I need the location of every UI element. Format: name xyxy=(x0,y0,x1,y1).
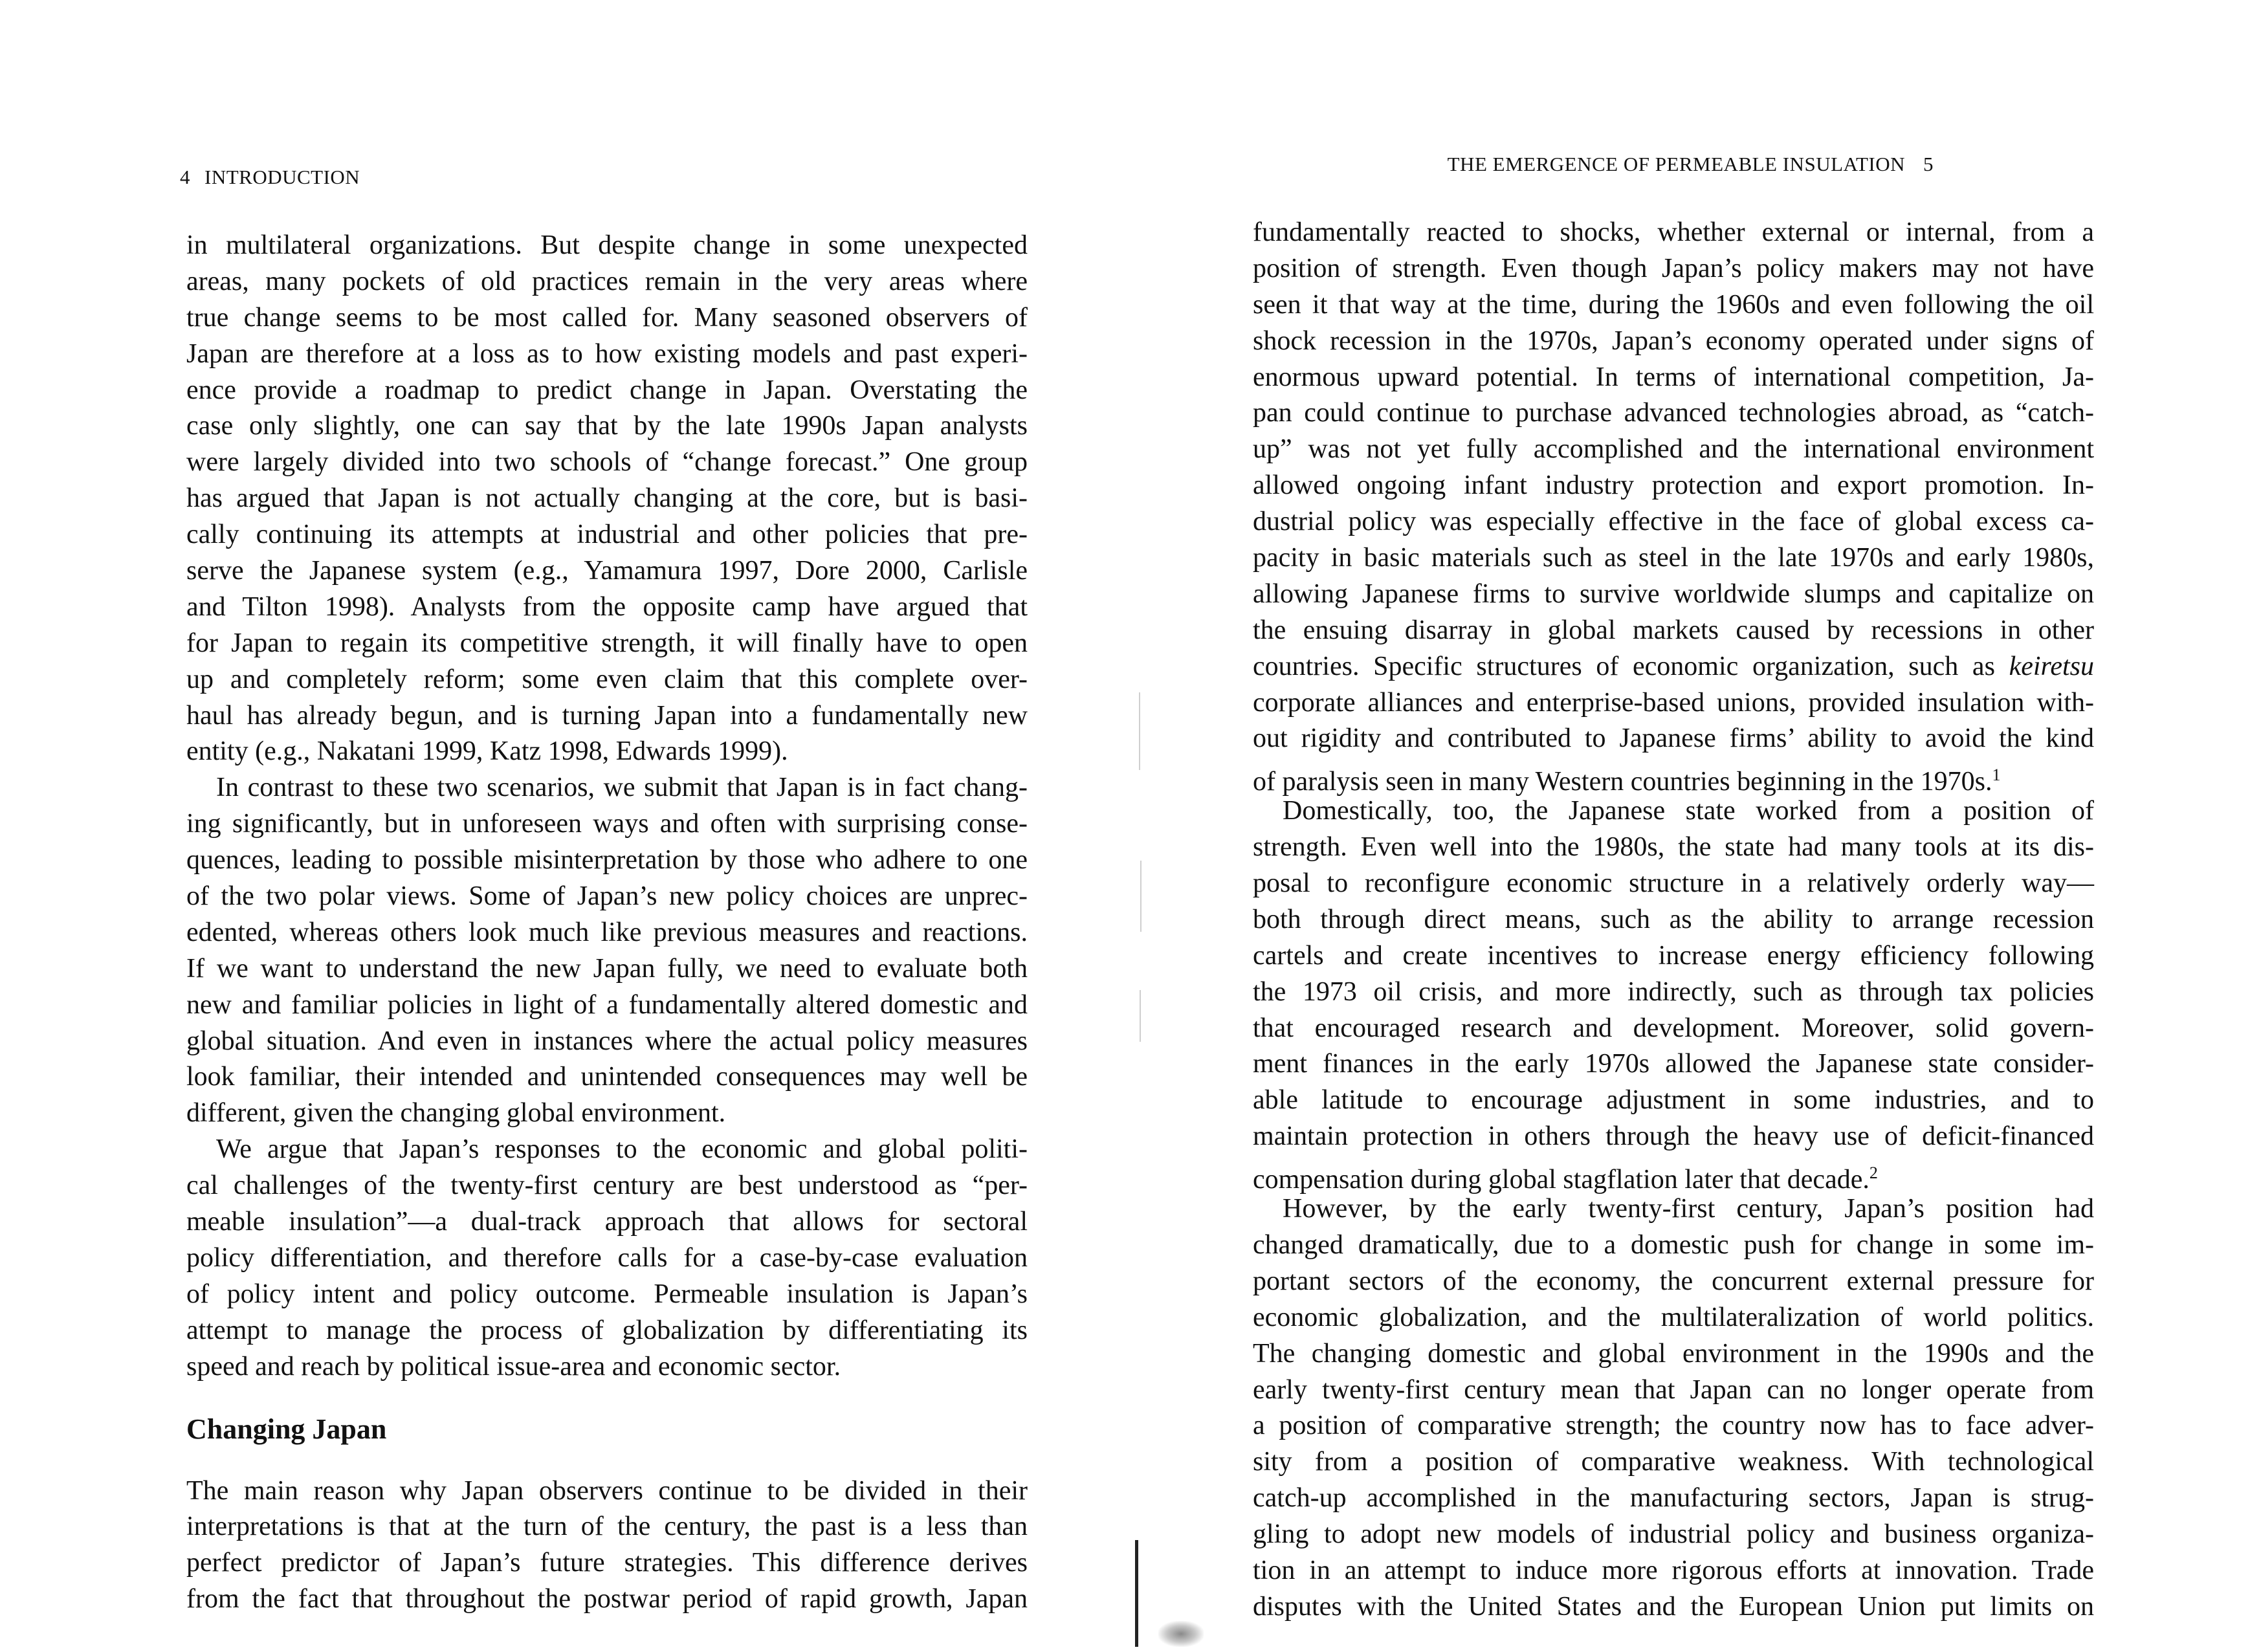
text-line: gling to adopt new models of industrial policy and business organiza- xyxy=(1253,1519,2094,1550)
text-line-with-italic xyxy=(1253,649,2094,685)
text-line: early twenty-first century mean that Japan can no longer operate from xyxy=(1253,1374,2094,1405)
text-line: areas, many pockets of old practices remain in the very areas where xyxy=(186,266,1028,296)
text-line: allowed ongoing infant industry protection and export promotion. In- xyxy=(1253,470,2094,501)
left-page xyxy=(0,0,1130,1652)
text-line-with-footnote xyxy=(1253,1155,2094,1195)
text-line: a position of comparative strength; the country now has to face adver- xyxy=(1253,1411,2094,1441)
text-line: We argue that Japan’s responses to the economic and global politi- xyxy=(216,1134,1028,1165)
text-line: allowing Japanese firms to survive worldwide slumps and capitalize on xyxy=(1253,578,2094,609)
footnote-marker: 1 xyxy=(1992,765,2001,785)
text-line: different, given the changing global environment. xyxy=(186,1098,726,1129)
text-fragment: of paralysis seen in many Western countries beginning in the 1970s. xyxy=(1253,767,1992,797)
section-heading: Changing Japan xyxy=(186,1413,387,1445)
text-fragment: compensation during global stagflation later that decade. xyxy=(1253,1165,1869,1195)
text-line: Japan are therefore at a loss as to how existing models and past experi- xyxy=(186,338,1028,369)
keiretsu-term: keiretsu xyxy=(2009,651,2094,681)
text-line: portant sectors of the economy, the concurrent external pressure for xyxy=(1253,1266,2094,1296)
text-line: out rigidity and contributed to Japanese firms’ ability to avoid the kind xyxy=(1253,723,2094,754)
text-line: However, by the early twenty-first century, Japan’s position had xyxy=(1283,1194,2094,1224)
text-line: corporate alliances and enterprise-based unions, provided insulation with- xyxy=(1253,687,2094,718)
text-line: the ensuing disarray in global markets caused by recessions in other xyxy=(1253,615,2094,645)
text-line: The main reason why Japan observers continue to be divided in their xyxy=(186,1475,1028,1506)
left-paragraph-3 xyxy=(186,1132,1028,1385)
text-line: entity (e.g., Nakatani 1999, Katz 1998, Edwards 1999). xyxy=(186,736,788,767)
text-line: cartels and create incentives to increase energy efficiency following xyxy=(1253,940,2094,971)
text-line: interpretations is that at the turn of the century, the past is a less than xyxy=(186,1512,1028,1542)
text-line: maintain protection in others through the heavy use of deficit-financed xyxy=(1253,1121,2094,1152)
text-line: ment finances in the early 1970s allowed the Japanese state consider- xyxy=(1253,1049,2094,1079)
text-line: posal to reconfigure economic structure in a relatively orderly way— xyxy=(1253,868,2094,899)
text-line: new and familiar policies in light of a fundamentally altered domestic and xyxy=(186,989,1028,1020)
text-line: disputes with the United States and the European Union put limits on xyxy=(1253,1591,2094,1622)
text-line: fundamentally reacted to shocks, whether external or internal, from a xyxy=(1253,217,2094,247)
text-line: haul has already begun, and is turning Japan into a fundamentally new xyxy=(186,700,1028,731)
text-line-with-footnote xyxy=(1253,757,2094,797)
text-line: quences, leading to possible misinterpretation by those who adhere to one xyxy=(186,845,1028,876)
left-running-head: INTRODUCTION xyxy=(204,166,360,188)
text-fragment: countries. Specific structures of economic organization, such as xyxy=(1253,651,2009,681)
text-line: The changing domestic and global environment in the 1990s and the xyxy=(1253,1338,2094,1369)
text-line: sity from a position of comparative weakness. With technological xyxy=(1253,1447,2094,1477)
text-line: pan could continue to purchase advanced technologies abroad, as “catch- xyxy=(1253,398,2094,428)
text-line: policy differentiation, and therefore calls for a case-by-case evaluation xyxy=(186,1242,1028,1273)
text-line: up” was not yet fully accomplished and the international environment xyxy=(1253,434,2094,465)
text-line: and Tilton 1998). Analysts from the opposite camp have argued that xyxy=(186,591,1028,622)
text-line: of policy intent and policy outcome. Permeable insulation is Japan’s xyxy=(186,1279,1028,1309)
text-line: ence provide a roadmap to predict change in Japan. Overstating the xyxy=(186,375,1028,405)
left-paragraph-1 xyxy=(186,228,1028,770)
text-line: perfect predictor of Japan’s future strategies. This difference derives xyxy=(186,1548,1028,1578)
text-line: true change seems to be most called for. Many seasoned observers of xyxy=(186,302,1028,333)
text-line: If we want to understand the new Japan fully, we need to evaluate both xyxy=(186,953,1028,984)
text-line: economic globalization, and the multilateralization of world politics. xyxy=(1253,1302,2094,1332)
right-paragraph-1 xyxy=(1253,215,2094,797)
text-line: seen it that way at the time, during the 1960s and even following the oil xyxy=(1253,289,2094,320)
right-text-column xyxy=(1253,215,2094,1625)
text-line: cal challenges of the twenty-first century are best understood as “per- xyxy=(186,1171,1028,1201)
text-line: speed and reach by political issue-area and economic sector. xyxy=(186,1351,841,1382)
text-line: up and completely reform; some even claim that this complete over- xyxy=(186,664,1028,694)
right-page-number: 5 xyxy=(1923,153,1934,175)
text-line: were largely divided into two schools of “change forecast.” One group xyxy=(186,447,1028,478)
left-paragraph-2 xyxy=(186,770,1028,1132)
text-line: pacity in basic materials such as steel in the late 1970s and early 1980s, xyxy=(1253,543,2094,573)
text-line: attempt to manage the process of globalization by differentiating its xyxy=(186,1315,1028,1345)
text-line: in multilateral organizations. But despite change in some unexpected xyxy=(186,230,1028,260)
text-line: serve the Japanese system (e.g., Yamamura 1997, Dore 2000, Carlisle xyxy=(186,556,1028,586)
text-line: cally continuing its attempts at industrial and other policies that pre- xyxy=(186,520,1028,550)
text-line: global situation. And even in instances where the actual policy measures xyxy=(186,1026,1028,1056)
text-line: strength. Even well into the 1980s, the state had many tools at its dis- xyxy=(1253,832,2094,863)
right-paragraph-2 xyxy=(1253,793,2094,1195)
text-line: edented, whereas others look much like previous measures and reactions. xyxy=(186,917,1028,947)
right-paragraph-3 xyxy=(1253,1191,2094,1625)
text-line: that encouraged research and development. Moreover, solid govern- xyxy=(1253,1013,2094,1043)
text-line: tion in an attempt to induce more rigorous efforts at innovation. Trade xyxy=(1253,1555,2094,1585)
left-text-column xyxy=(186,228,1028,1618)
left-paragraph-4 xyxy=(186,1473,1028,1618)
text-line: enormous upward potential. In terms of international competition, Ja- xyxy=(1253,362,2094,392)
text-line: case only slightly, one can say that by the late 1990s Japan analysts xyxy=(186,411,1028,441)
text-line: In contrast to these two scenarios, we submit that Japan is in fact chang- xyxy=(216,773,1028,803)
text-line: from the fact that throughout the postwar period of rapid growth, Japan xyxy=(186,1584,1028,1614)
left-page-number: 4 xyxy=(180,166,190,188)
text-line: shock recession in the 1970s, Japan’s economy operated under signs of xyxy=(1253,325,2094,356)
text-line: position of strength. Even though Japan’s policy makers may not have xyxy=(1253,253,2094,283)
text-line: of the two polar views. Some of Japan’s new policy choices are unprec- xyxy=(186,881,1028,912)
text-line: ing significantly, but in unforeseen ways and often with surprising conse- xyxy=(186,809,1028,839)
text-line: changed dramatically, due to a domestic push for change in some im- xyxy=(1253,1229,2094,1260)
text-line: look familiar, their intended and unintended consequences may well be xyxy=(186,1062,1028,1092)
right-running-head: THE EMERGENCE OF PERMEABLE INSULATION xyxy=(1447,153,1905,175)
left-running-header xyxy=(180,166,360,189)
text-line: dustrial policy was especially effective in the face of global excess ca- xyxy=(1253,507,2094,537)
text-line: catch-up accomplished in the manufacturing sectors, Japan is strug- xyxy=(1253,1483,2094,1514)
text-line: able latitude to encourage adjustment in some industries, and to xyxy=(1253,1085,2094,1116)
text-line: Domestically, too, the Japanese state worked from a position of xyxy=(1283,796,2094,826)
text-line: the 1973 oil crisis, and more indirectly, such as through tax policies xyxy=(1253,976,2094,1007)
text-line: has argued that Japan is not actually changing at the core, but is basi- xyxy=(186,483,1028,514)
text-line: for Japan to regain its competitive strength, it will finally have to open xyxy=(186,628,1028,658)
footnote-marker: 2 xyxy=(1869,1163,1878,1183)
right-running-header xyxy=(1448,153,1934,176)
text-line: meable insulation”—a dual-track approach that allows for sectoral xyxy=(186,1207,1028,1237)
text-line: both through direct means, such as the ability to arrange recession xyxy=(1253,904,2094,934)
